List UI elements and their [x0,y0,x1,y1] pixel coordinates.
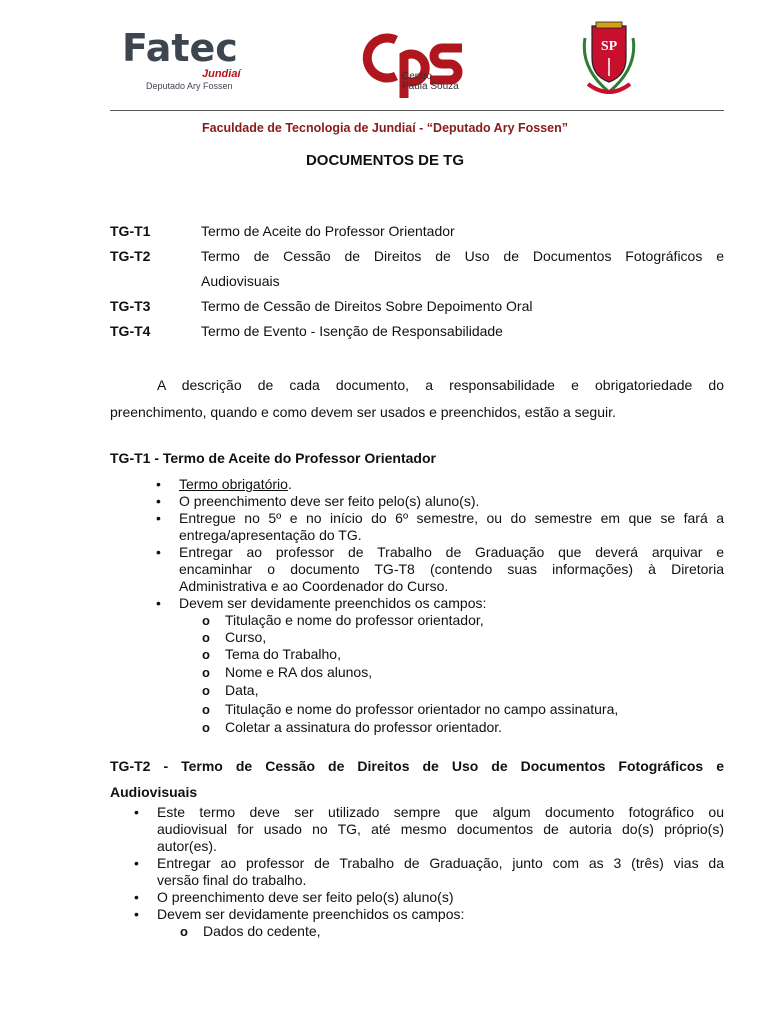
sub-list-item [202,629,267,646]
section-heading: TG-T1 - Termo de Aceite do Professor Orientador [110,450,436,466]
sub-bullet-marker: o [202,613,210,628]
bullet-marker: • [156,476,161,492]
intro-line: A descrição de cada documento, a responsabilidade e obrigatoriedade do [157,377,724,393]
sub-list-item-text: Dados do cedente, [203,923,321,939]
sub-list-item-text: Curso, [225,629,267,645]
sub-list-item-text: Data, [225,682,259,698]
sub-bullet-marker: o [202,683,210,698]
cps-logo [358,28,478,108]
sub-list-item [202,719,503,736]
list-item-line: Entregar ao professor de Trabalho de Graduação, junto com as 3 (três) vias da [157,855,724,871]
cps-line2: Paula Souza [402,81,459,92]
list-item-line: encaminhar o documento TG-T8 (contendo suas informações) à Diretoria [179,561,724,577]
fatec-city: Jundiaí [202,68,241,80]
coat-of-arms-icon [582,18,636,104]
sao-paulo-seal [582,18,636,106]
document-name: Termo de Evento - Isenção de Responsabilidade [201,323,503,339]
sub-bullet-marker: o [202,702,210,717]
header-divider [110,110,724,111]
list-item [134,906,724,923]
sub-list-item-text: Nome e RA dos alunos, [225,664,373,680]
list-item-text: Devem ser devidamente preenchidos os campos: [157,906,465,922]
list-item [134,804,724,855]
list-item-text: Devem ser devidamente preenchidos os campos: [179,595,487,611]
list-item-line: autor(es). [157,838,217,854]
sub-bullet-marker: o [202,630,210,645]
fatec-subtitle: Deputado Ary Fossen [146,81,233,91]
list-item-line: Entregar ao professor de Trabalho de Graduação que deverá arquivar e [179,544,724,560]
sub-bullet-marker: o [202,720,210,735]
sub-bullet-marker: o [202,665,210,680]
document-name-line: Audiovisuais [201,273,280,289]
document-code: TG-T2 [110,248,151,264]
list-item-line: entrega/apresentação do TG. [179,527,362,543]
list-item-line: Entregue no 5º e no início do 6º semestre, ou do semestre em que se fará a [179,510,724,526]
seal-letters: SP [600,39,618,54]
list-item-line: Este termo deve ser utilizado sempre que algum documento fotográfico ou [157,804,724,820]
list-item-text: Termo obrigatório [179,476,288,492]
sub-list-item [202,646,341,663]
sub-list-item-text: Titulação e nome do professor orientador no campo assinatura, [225,701,619,717]
sub-list-item-text: Tema do Trabalho, [225,646,341,662]
list-item [156,476,724,493]
cps-text [402,72,459,92]
list-item [156,595,724,612]
sub-list-item [202,701,619,718]
sub-list-item [202,612,484,629]
document-code: TG-T4 [110,323,151,339]
cps-line1: Centro [402,71,433,82]
fatec-logo [122,26,252,91]
document-code: TG-T3 [110,298,151,314]
sub-list-item [180,923,321,940]
bullet-marker: • [156,510,161,526]
document-code: TG-T1 [110,223,151,239]
list-item-text: O preenchimento deve ser feito pelo(s) aluno(s). [179,493,480,509]
list-item [156,544,724,595]
document-name-line: Termo de Cessão de Direitos de Uso de Documentos Fotográficos e [201,248,724,264]
bullet-marker: • [134,906,139,922]
document-name: Termo de Cessão de Direitos Sobre Depoimento Oral [201,298,533,314]
sub-list-item [202,664,373,681]
intro-paragraph [110,372,724,426]
sub-bullet-marker: o [180,924,188,939]
sub-list-item-text: Coletar a assinatura do professor orientador. [225,719,503,735]
list-item-line: audiovisual for usado no TG, até mesmo documentos de autoria do(s) próprio(s) [157,821,724,837]
list-item-suffix: . [287,476,292,492]
bullet-marker: • [156,595,161,611]
sub-bullet-marker: o [202,647,210,662]
list-item [156,493,724,510]
list-item-line: versão final do trabalho. [157,872,307,888]
bullet-marker: • [156,544,161,560]
bullet-marker: • [134,889,139,905]
sub-list-item [202,682,259,699]
section-heading-line: TG-T2 - Termo de Cessão de Direitos de Uso de Documentos Fotográficos e [110,758,724,774]
institution-name: Faculdade de Tecnologia de Jundiaí - “Deputado Ary Fossen” [201,121,569,135]
page-title: DOCUMENTOS DE TG [305,152,465,169]
list-item-line: Administrativa e ao Coordenador do Curso. [179,578,449,594]
intro-line: preenchimento, quando e como devem ser usados e preenchidos, estão a seguir. [110,404,616,420]
list-item [134,889,724,906]
list-item [156,510,724,544]
section-heading [110,753,724,805]
header-logos [0,14,770,104]
list-item-text: O preenchimento deve ser feito pelo(s) aluno(s) [157,889,454,905]
sub-list-item-text: Titulação e nome do professor orientador, [225,612,484,628]
fatec-wordmark: Fatec [122,26,238,70]
section-heading-line: Audiovisuais [110,784,198,800]
bullet-marker: • [134,855,139,871]
bullet-marker: • [134,804,139,820]
bullet-marker: • [156,493,161,509]
list-item [134,855,724,889]
document-name: Termo de Aceite do Professor Orientador [201,223,455,239]
document-name [201,244,724,294]
